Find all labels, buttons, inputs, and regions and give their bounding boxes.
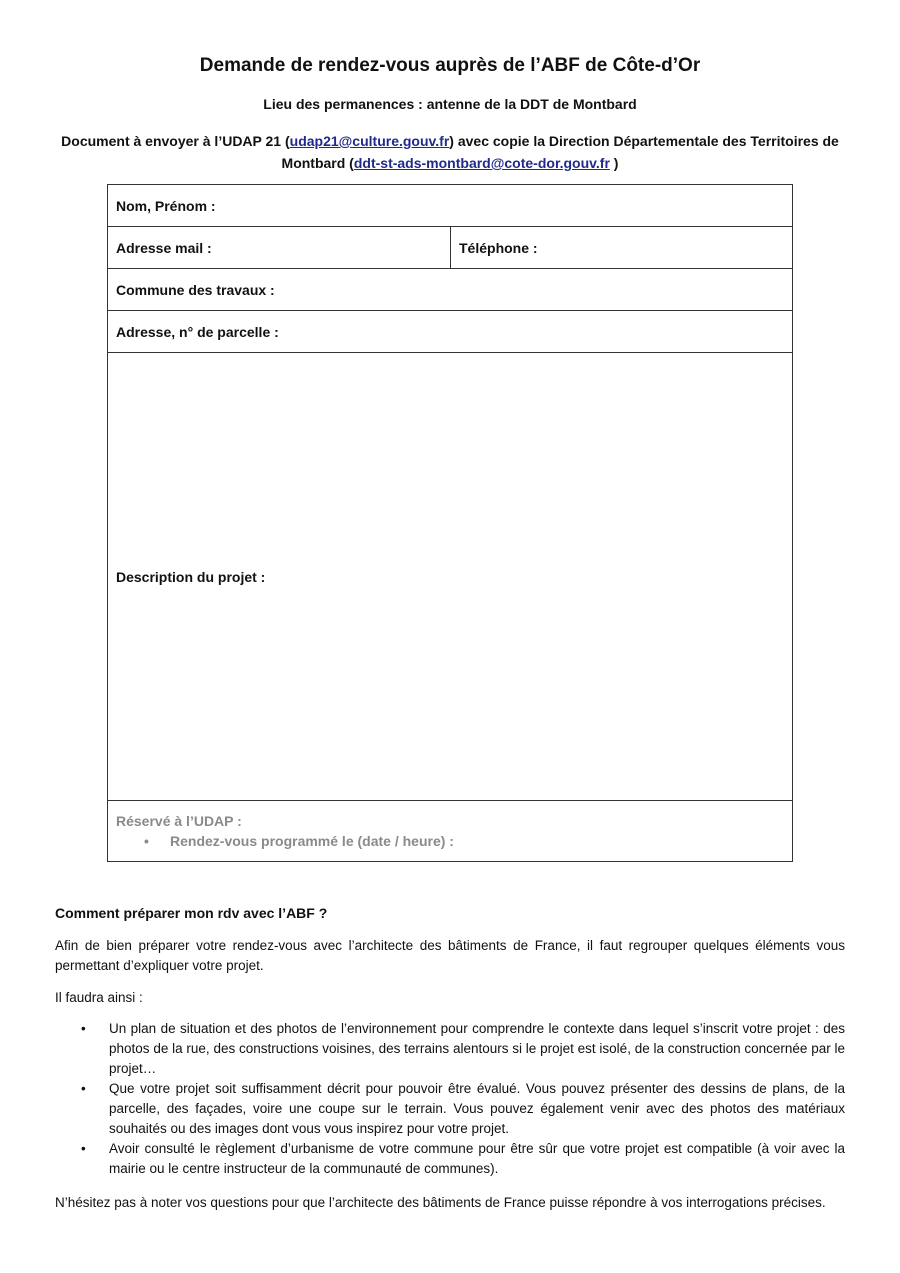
bullet-icon: •	[81, 1021, 86, 1036]
reserved-item-text: Rendez-vous programmé le (date / heure) :	[170, 833, 454, 849]
page-subtitle: Lieu des permanences : antenne de la DDT de Montbard	[263, 96, 637, 112]
page-title: Demande de rendez-vous auprès de l’ABF de Côte-d’Or	[199, 55, 701, 76]
list-item	[55, 1139, 845, 1179]
guide-closing: N’hésitez pas à noter vos questions pour que l’architecte des bâtiments de France puisse répondre à vos interrogations précises.	[55, 1195, 826, 1210]
list-item-text: Avoir consulté le règlement d’urbanisme de votre commune pour être sûr que votre projet est compatible (à voir avec la mairie ou le centre instructeur de la communauté de communes).	[109, 1141, 845, 1176]
list-item-text: Que votre projet soit suffisamment décrit pour pouvoir être évalué. Vous pouvez présenter des dessins de plans, de la parcelle, des façades, voire une coupe sur le terrain. Vous pouvez également venir avec des photos des matériaux souhaités ou des images dont vous vous inspirez pour votre projet.	[109, 1081, 845, 1136]
commune-field[interactable]	[108, 269, 793, 311]
guide-lead: Il faudra ainsi :	[55, 990, 143, 1005]
guide-intro: Afin de bien préparer votre rendez-vous avec l’architecte des bâtiments de France, il faut regrouper quelques éléments vous permettant d’expliquer votre projet.	[55, 938, 845, 973]
send-instructions	[55, 130, 845, 174]
phone-field[interactable]	[451, 227, 793, 269]
reserved-udap-section	[108, 801, 793, 862]
reserved-item	[116, 833, 784, 849]
bullet-icon: •	[81, 1141, 86, 1156]
reserved-label: Réservé à l’UDAP :	[116, 813, 242, 829]
bullet-icon: •	[81, 1081, 86, 1096]
name-field[interactable]	[108, 185, 793, 227]
send-middle: ) avec copie la Direction Départementale des Territoires de Montbard (	[281, 133, 839, 171]
bullet-icon: •	[144, 833, 149, 849]
list-item	[55, 1019, 845, 1079]
guide-list	[55, 1019, 845, 1179]
description-label: Description du projet :	[116, 568, 266, 585]
ddt-email-link[interactable]: ddt-st-ads-montbard@cote-dor.gouv.fr	[353, 155, 610, 171]
phone-label: Téléphone :	[459, 239, 538, 256]
address-field[interactable]	[108, 311, 793, 353]
request-form	[107, 184, 793, 862]
list-item	[55, 1079, 845, 1139]
guide-heading: Comment préparer mon rdv avec l’ABF ?	[55, 905, 328, 921]
list-item-text: Un plan de situation et des photos de l’environnement pour comprendre le contexte dans lequel s’inscrit votre projet : des photos de la rue, des constructions voisines, des terrains alentours si le projet est isolé, de la construction concernée par le projet…	[109, 1021, 845, 1076]
address-label: Adresse, n° de parcelle :	[116, 323, 279, 340]
name-label: Nom, Prénom :	[116, 197, 216, 214]
send-suffix: )	[609, 155, 619, 171]
email-field[interactable]	[108, 227, 451, 269]
description-field[interactable]	[108, 353, 793, 801]
send-prefix: Document à envoyer à l’UDAP 21 (	[61, 133, 290, 149]
email-label: Adresse mail :	[116, 239, 212, 256]
commune-label: Commune des travaux :	[116, 281, 275, 298]
udap-email-link[interactable]: udap21@culture.gouv.fr	[289, 133, 450, 149]
